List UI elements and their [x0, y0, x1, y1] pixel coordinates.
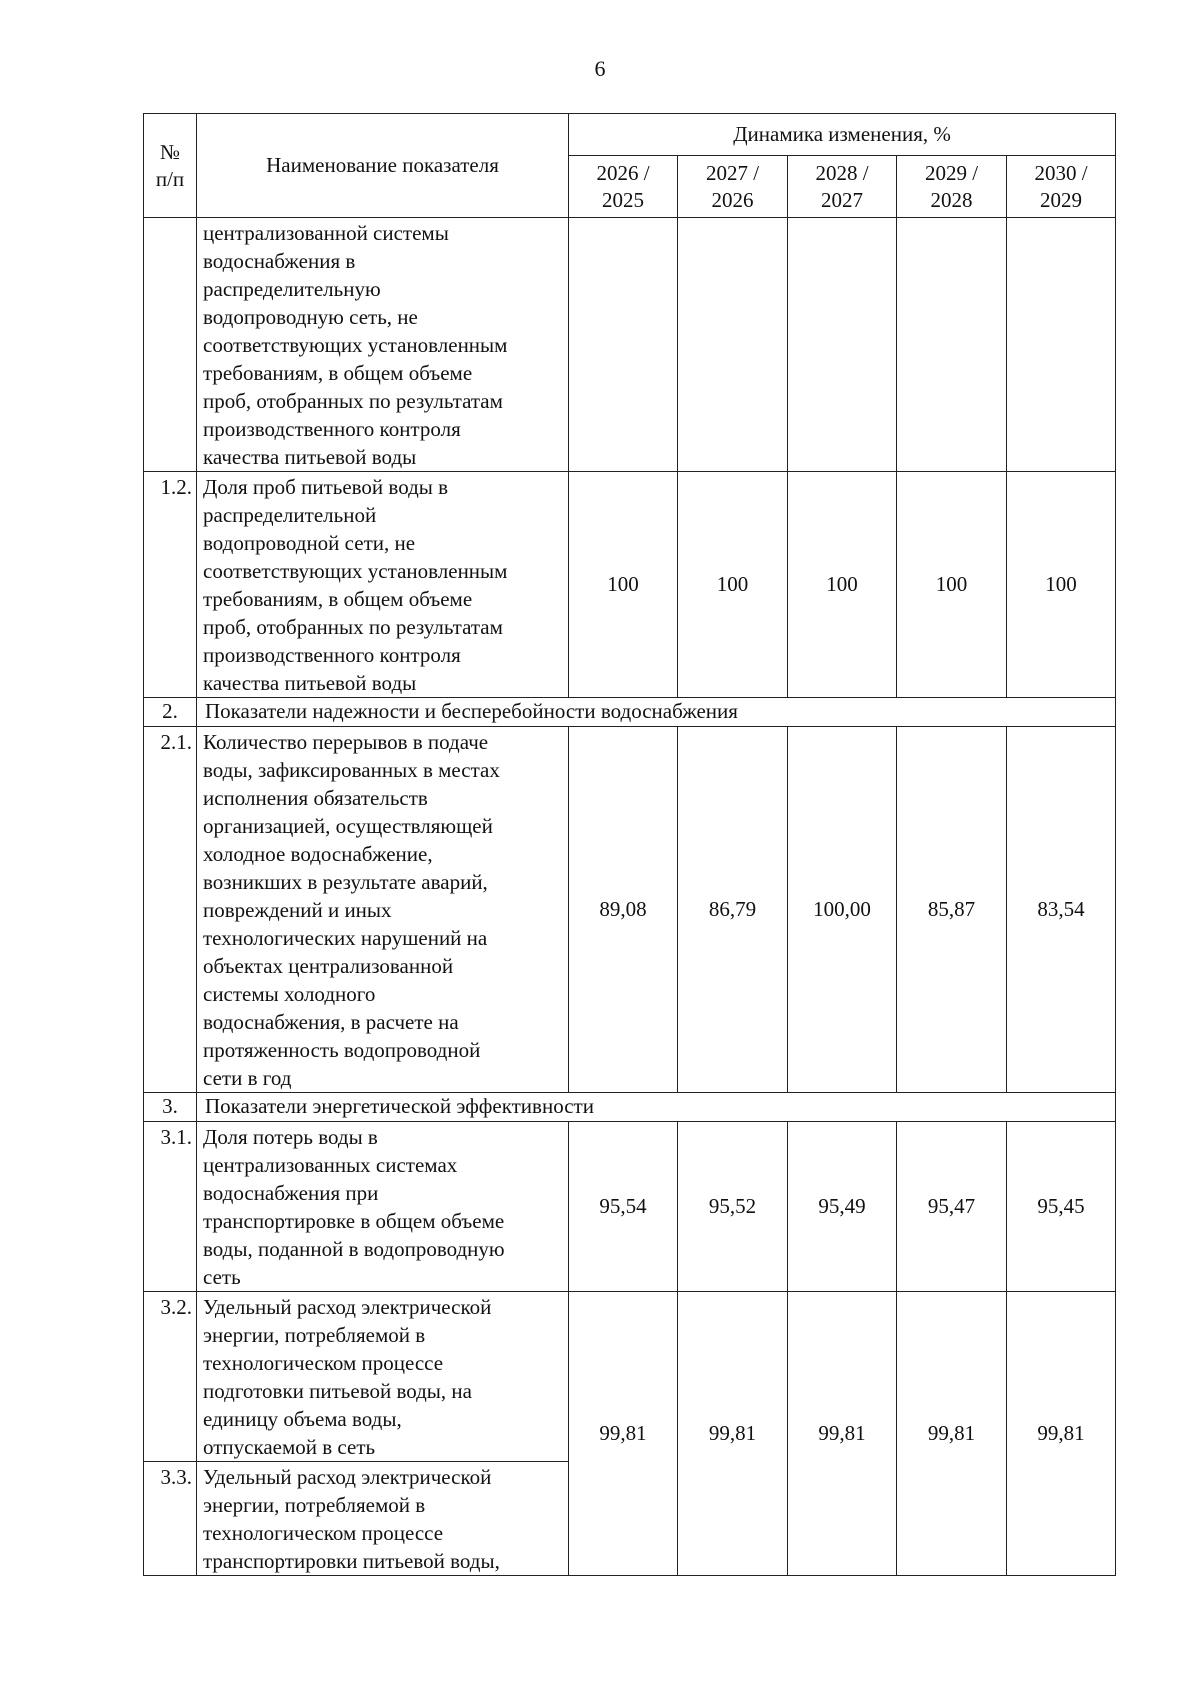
row-number: 2.1. [144, 727, 197, 1093]
value-cell: 99,81 [788, 1292, 897, 1576]
indicator-name: централизованной системы водоснабжения в распределительную водопроводную сеть, не соответствующих установленным требованиям, в общем объеме проб, отобранных по результатам производственного контроля качества питьевой воды [197, 218, 569, 472]
value-cell: 99,81 [678, 1292, 788, 1576]
header-year: 2027 / 2026 [678, 156, 788, 218]
value-cell: 100 [569, 472, 678, 698]
value-cell [1007, 218, 1116, 472]
value-cell: 89,08 [569, 727, 678, 1093]
header-year: 2029 / 2028 [897, 156, 1007, 218]
table-row [144, 1292, 1116, 1462]
header-year: 2026 / 2025 [569, 156, 678, 218]
value-cell: 100 [678, 472, 788, 698]
indicator-name: Доля потерь воды в централизованных системах водоснабжения при транспортировке в общем объеме воды, поданной в водопроводную сеть [197, 1122, 569, 1292]
value-cell: 100 [788, 472, 897, 698]
value-cell [788, 218, 897, 472]
row-number: 3.2. [144, 1292, 197, 1462]
value-cell: 100 [897, 472, 1007, 698]
value-cell: 86,79 [678, 727, 788, 1093]
value-cell: 95,52 [678, 1122, 788, 1292]
indicator-name: Доля проб питьевой воды в распределительной водопроводной сети, не соответствующих установленным требованиям, в общем объеме проб, отобранных по результатам производственного контроля качества питьевой воды [197, 472, 569, 698]
section-title: Показатели энергетической эффективности [197, 1093, 1116, 1122]
row-number: 3.1. [144, 1122, 197, 1292]
value-cell: 95,47 [897, 1122, 1007, 1292]
value-cell: 99,81 [569, 1292, 678, 1576]
row-number [144, 218, 197, 472]
indicator-name: Удельный расход электрической энергии, потребляемой в технологическом процессе подготовки питьевой воды, на единицу объема воды, отпускаемой в сеть [197, 1292, 569, 1462]
row-number: 1.2. [144, 472, 197, 698]
header-indicator-name: Наименование показателя [197, 114, 569, 218]
indicators-table [143, 113, 1116, 1576]
value-cell: 95,49 [788, 1122, 897, 1292]
value-cell: 99,81 [897, 1292, 1007, 1576]
value-cell: 95,54 [569, 1122, 678, 1292]
section-number: 3. [144, 1093, 197, 1122]
page-number: 6 [594, 56, 606, 81]
value-cell [897, 218, 1007, 472]
value-cell: 85,87 [897, 727, 1007, 1093]
table-row [144, 1122, 1116, 1292]
header-row-number: № п/п [144, 114, 197, 218]
indicator-name: Количество перерывов в подаче воды, зафиксированных в местах исполнения обязательств организацией, осуществляющей холодное водоснабжение, возникших в результате аварий, повреждений и иных технологических нарушений на объектах централизованной системы холодного водоснабжения, в расчете на протяженность водопроводной сети в год [197, 727, 569, 1093]
table-row [144, 218, 1116, 472]
section-title: Показатели надежности и бесперебойности водоснабжения [197, 698, 1116, 727]
value-cell: 100 [1007, 472, 1116, 698]
header-year: 2028 / 2027 [788, 156, 897, 218]
value-cell: 100,00 [788, 727, 897, 1093]
value-cell: 83,54 [1007, 727, 1116, 1093]
row-number: 3.3. [144, 1462, 197, 1576]
value-cell [569, 218, 678, 472]
table-row [144, 727, 1116, 1093]
indicator-name: Удельный расход электрической энергии, потребляемой в технологическом процессе транспортировки питьевой воды, [197, 1462, 569, 1576]
value-cell [678, 218, 788, 472]
value-cell: 95,45 [1007, 1122, 1116, 1292]
header-dynamics-group: Динамика изменения, % [569, 114, 1116, 156]
section-row [144, 1093, 1116, 1122]
header-year: 2030 / 2029 [1007, 156, 1116, 218]
value-cell: 99,81 [1007, 1292, 1116, 1576]
table-row [144, 472, 1116, 698]
section-row [144, 698, 1116, 727]
section-number: 2. [144, 698, 197, 727]
